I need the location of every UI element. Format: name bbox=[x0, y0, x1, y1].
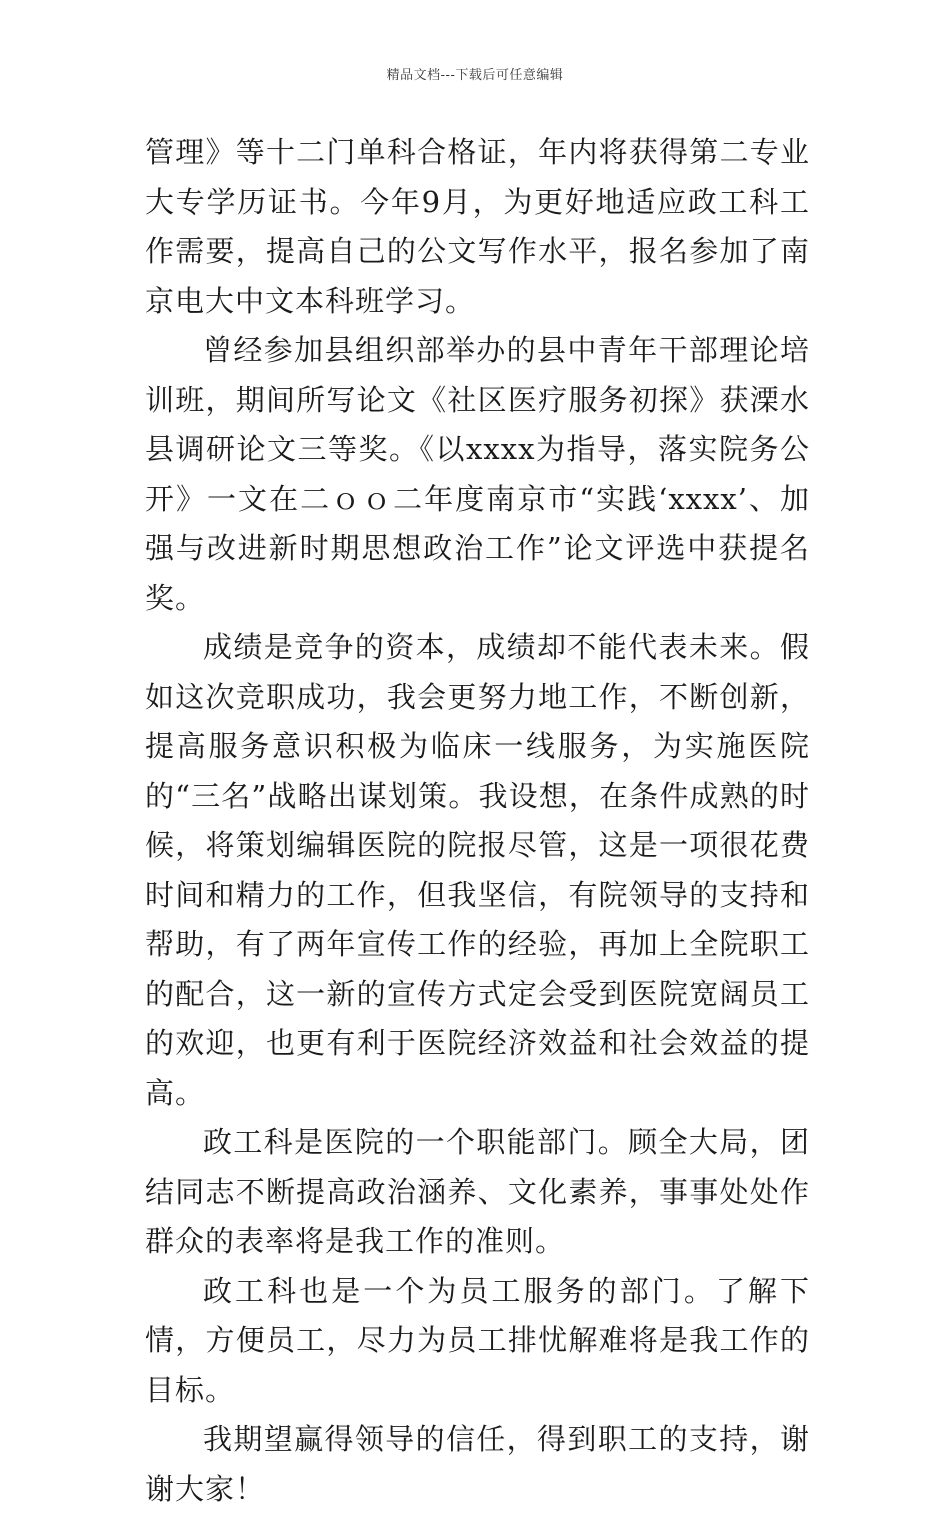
paragraph-4: 政工科是医院的一个职能部门。顾全大局，团结同志不断提高政治涵养、文化素养，事事处处作群众的表率将是我工作的准则。 bbox=[145, 1125, 810, 1258]
paragraph-1: 管理》等十二门单科合格证，年内将获得第二专业大专学历证书。今年9月，为更好地适应政工科工作需要，提高自己的公文写作水平，报名参加了南京电大中文本科班学习。 bbox=[145, 135, 810, 318]
page-header: 精品文档---下载后可任意编辑 bbox=[386, 68, 564, 83]
paragraph-2: 曾经参加县组织部举办的县中青年干部理论培训班，期间所写论文《社区医疗服务初探》获溧水县调研论文三等奖。《以xxxx为指导，落实院务公开》一文在二ｏｏ二年度南京市“实践‘xxxx’、加强与改进新时期思想政治工作”论文评选中获提名奖。 bbox=[145, 333, 810, 615]
document-body bbox=[145, 128, 810, 1514]
paragraph-3: 成绩是竞争的资本，成绩却不能代表未来。假如这次竞职成功，我会更努力地工作，不断创新，提高服务意识积极为临床一线服务，为实施医院的“三名”战略出谋划策。我设想，在条件成熟的时候，将策划编辑医院的院报尽管，这是一项很花费时间和精力的工作，但我坚信，有院领导的支持和帮助，有了两年宣传工作的经验，再加上全院职工的配合，这一新的宣传方式定会受到医院宽阔员工的欢迎，也更有利于医院经济效益和社会效益的提高。 bbox=[145, 630, 810, 1110]
paragraph-6: 我期望赢得领导的信任，得到职工的支持，谢谢大家！ bbox=[145, 1422, 810, 1506]
paragraph-5: 政工科也是一个为员工服务的部门。了解下情，方便员工，尽力为员工排忧解难将是我工作的目标。 bbox=[145, 1273, 810, 1407]
